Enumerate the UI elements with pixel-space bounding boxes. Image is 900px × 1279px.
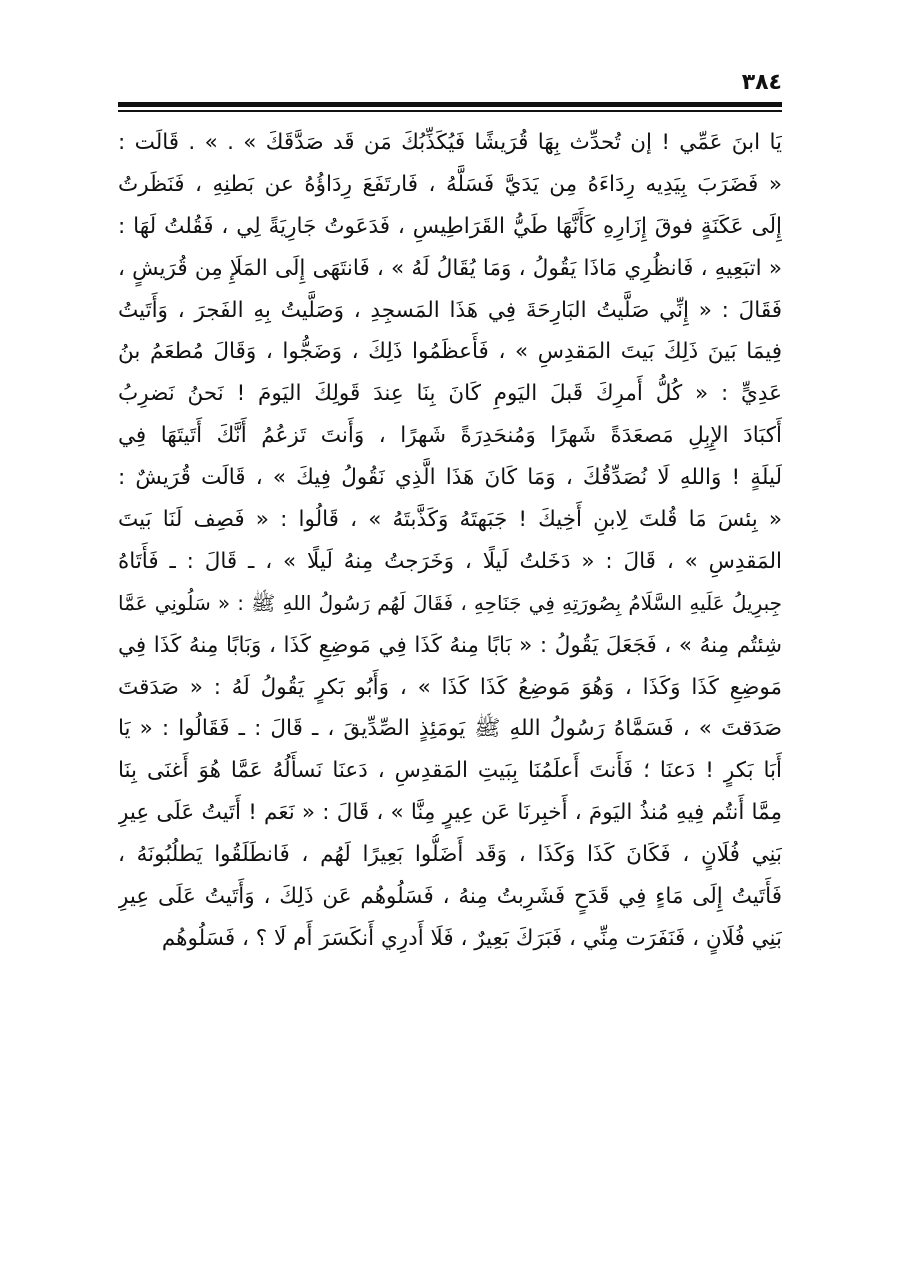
text-line: « فَضَرَبَ بِيَدِيه رِدَاءَهُ مِن يَدَيَّ فَسَلَّهُ ، فَارتَفَعَ رِدَاؤُهُ عن بَطنِهِ ، فَنَظَرتُ xyxy=(118,171,782,197)
text-line: المَقدِسِ » ، قَالَ : « دَخَلتُ لَيلًا ، وَخَرَجتُ مِنهُ لَيلًا » ، ـ قَالَ : ـ فَأَتَاهُ xyxy=(118,548,782,574)
text-line: عَدِيٍّ : « كُلُّ أَمرِكَ قَبلَ اليَومِ كَانَ بِنَا عِندَ قَولِكَ اليَومَ ! نَحنُ نَضرِبُ xyxy=(118,381,782,407)
text-line: بَنِي فُلَانٍ ، فَكَانَ كَذَا وَكَذَا ، وَقَد أَضَلُّوا بَعِيرًا لَهُم ، فَانطَلَقُوا يَطلُبُونَهُ ، xyxy=(118,842,782,868)
body-text xyxy=(118,122,782,960)
text-line: بَنِي فُلَانٍ ، فَنَفَرَت مِنِّي ، فَبَرَكَ بَعِيرٌ ، فَلَا أَدرِي أَنكَسَرَ أَم لَا ؟ ، فَسَلُوهُم xyxy=(161,925,782,951)
text-line: فَقَالَ : « إِنِّي صَلَّيتُ البَارِحَةَ فِي هَذَا المَسجِدِ ، وَصَلَّيتُ بِهِ الفَجرَ ، وَأَتَيتُ xyxy=(118,297,782,323)
book-page xyxy=(118,70,782,1240)
text-line: صَدَقتَ » ، فَسَمَّاهُ رَسُولُ اللهِ ﷺ يَومَئِذٍ الصِّدِّيقَ ، ـ قَالَ : ـ فَقَالُوا : « يَا xyxy=(118,716,782,742)
text-line: شِئتُم مِنهُ » ، فَجَعَلَ يَقُولُ : « بَابًا مِنهُ كَذَا فِي مَوضِعِ كَذَا ، وَبَابًا مِنهُ كَذَا فِي xyxy=(118,632,782,658)
text-line: إِلَى عَكَنَةٍ فوقَ إِزَارِهِ كَأَنَّهَا طَيُّ القَرَاطِيسِ ، فَدَعَوتُ جَارِيَةً لِي ، فَقُلتُ لَهَا : xyxy=(118,213,782,239)
text-line: أَكبَادَ الإِبِلِ مَصعَدَةً شَهرًا وَمُنحَدِرَةً شَهرًا ، وَأَنتَ تَزعُمُ أَنَّكَ أَتَيتَهَا فِي xyxy=(118,423,782,449)
text-line: أَبَا بَكرٍ ! دَعنَا ؛ فَأَنتَ أَعلَمُنَا بِبَيتِ المَقدِسِ ، دَعنَا نَسأَلُهُ عَمَّا هُوَ أَغنَى بِنَا xyxy=(118,758,782,784)
header-rule-thick xyxy=(118,102,782,107)
text-line: « بِئسَ مَا قُلتَ لِابنِ أَخِيكَ ! جَبَهتَهُ وَكَذَّبتَهُ » ، قَالُوا : « فَصِف لَنَا بَيتَ xyxy=(118,507,782,533)
text-line: يَا ابنَ عَمِّي ! إن تُحدِّث بِهَا قُرَيشًا فَيُكَذِّبُكَ مَن قَد صَدَّقَكَ » . » . قَالَت : xyxy=(118,130,782,155)
text-line: مَوضِعِ كَذَا وَكَذَا ، وَهُوَ مَوضِعُ كَذَا كَذَا » ، وَأَبُو بَكرٍ يَقُولُ لَهُ : « صَدَقتَ xyxy=(118,674,782,700)
text-line: مِمَّا أَنتُم فِيهِ مُنذُ اليَومَ ، أَخبِرنَا عَن عِيرٍ مِنَّا » ، قَالَ : « نَعَم ! أَتَيتُ عَلَى عِيرِ xyxy=(118,800,782,826)
text-line: لَيلَةٍ ! وَاللهِ لَا نُصَدِّقُكَ ، وَمَا كَانَ هَذَا الَّذِي نَقُولُ فِيكَ » ، قَالَت قُرَيشٌ : xyxy=(118,465,782,491)
text-line: جِبرِيلُ عَلَيهِ السَّلَامُ بِصُورَتِهِ فِي جَنَاحِهِ ، فَقَالَ لَهُم رَسُولُ اللهِ ﷺ : « سَلُونِي عَمَّا xyxy=(118,590,782,615)
text-line: فَأَتَيتُ إِلَى مَاءٍ فِي قَدَحٍ فَشَرِبتُ مِنهُ ، فَسَلُوهُم عَن ذَلِكَ ، وَأَتَيتُ عَلَى عِيرِ xyxy=(118,884,782,910)
text-line: « اتبَعِيهِ ، فَانظُرِي مَاذَا يَقُولُ ، وَمَا يُقَالُ لَهُ » ، فَانتَهَى إِلَى المَلَإِ مِن قُرَيشٍ ، xyxy=(118,255,782,281)
header-rule-thin xyxy=(118,110,782,112)
text-line: فِيمَا بَينَ ذَلِكَ بَيتَ المَقدِسِ » ، فَأَعظَمُوا ذَلِكَ ، وَضَجُّوا ، وَقَالَ مُطعَمُ بنُ xyxy=(118,339,782,365)
page-number: ٣٨٤ xyxy=(741,70,782,95)
